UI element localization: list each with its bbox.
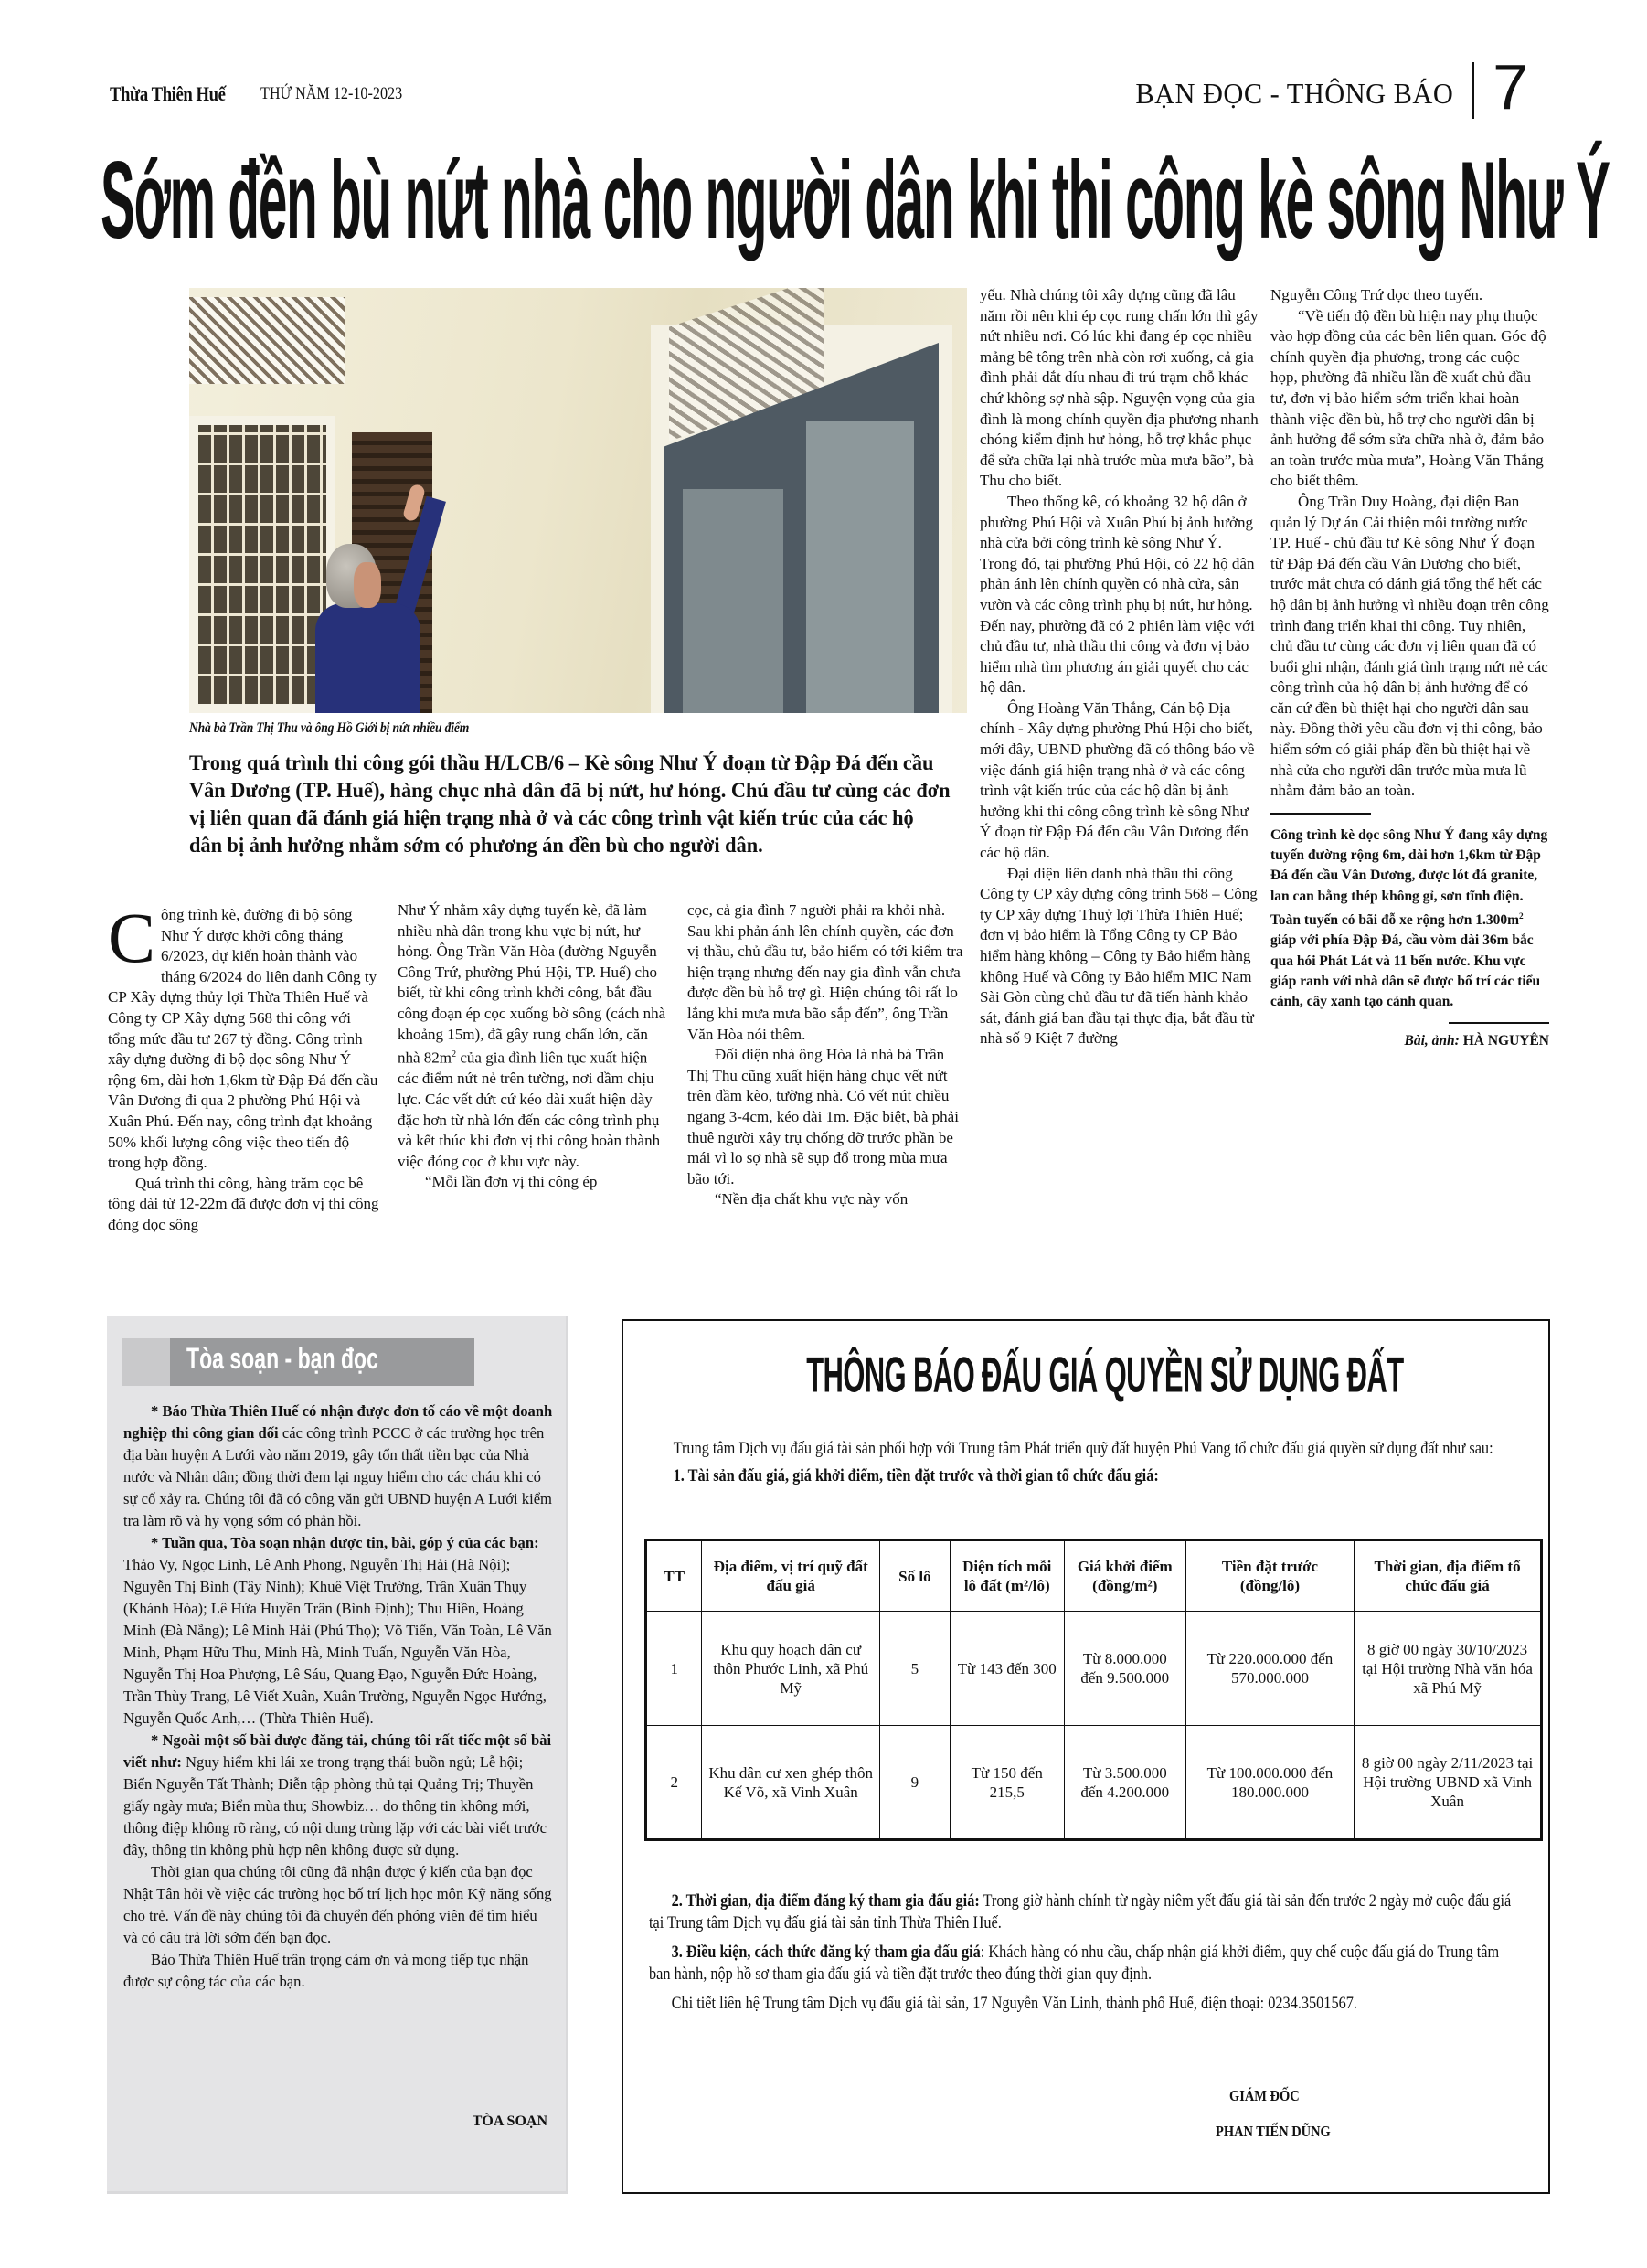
col-header: TT [646, 1540, 702, 1612]
editor-item: * Tuần qua, Tòa soạn nhận được tin, bài, góp ý của các bạn: Thảo Vy, Ngọc Linh, Lê Anh Phong, Nguyễn Thị Hải (Hà Nội); Nguyễn Thị Bình (Tây Ninh); Khuê Việt Trường, Trần Xuân Thụy (Khánh Hòa); Lê Hứa Huyền Trân (Bình Định); Thu Hiền, Hoàng Minh (Đà Nẵng); Lê Minh Hải (Phú Thọ); Võ Tiến, Văn Toàn, Lê Văn Minh, Phạm Hữu Thu, Minh Hà, Minh Tuấn, Nguyễn Văn Hòa, Nguyễn Thị Hoa Phượng, Lê Sáu, Quang Đạo, Nguyễn Đức Hoàng, Trần Thùy Trang, Lê Viết Xuân, Xuân Trường, Nguyễn Ngọc Hướng, Nguyễn Quốc Anh,… (Thừa Thiên Huế). [123, 1534, 552, 1727]
paragraph: Công trình kè, đường đi bộ sông Như Ý được khởi công tháng 6/2023, dự kiến hoàn thành vào tháng 6/2024 do liên danh Công ty CP Xây dựng thủy lợi Thừa Thiên Huế và Công ty CP Xây dựng 568 thi công với tổng mức đầu tư 267 tỷ đồng. Công trình xây dựng đường đi bộ dọc sông Như Ý rộng 6m, dài hơn 1,6km từ Đập Đá đến cầu Vân Dương đi qua 2 phường Phú Hội và Xuân Phú. Đến nay, công trình đạt khoảng 50% khối lượng công việc theo tiến độ trong hợp đồng. [108, 898, 378, 1172]
paragraph: Quá trình thi công, hàng trăm cọc bê tông dài từ 12-22m đã được đơn vị thi công đóng dọc sông [108, 1174, 379, 1233]
cell: Từ 143 đến 300 [950, 1612, 1064, 1726]
paragraph: Ông Trần Duy Hoàng, đại diện Ban quản lý Dự án Cải thiện môi trường nước TP. Huế - chủ đầu tư Kè sông Như Ý đoạn từ Đập Đá đến cầu Vân Dương cho biết, trước mắt chưa có đánh giá tổng thể hết các hộ dân bị ảnh hưởng vì nhiều đoạn trên công trình đang triển khai thi công. Tuy nhiên, chủ đầu tư cùng các đơn vị liên quan đã có buổi ghi nhận, đánh giá tình trạng nứt nẻ các công trình của hộ dân bị ảnh hưởng để có căn cứ đền bù thiệt hại cho người dân sau này. Đồng thời yêu cầu đơn vị thi công, bảo hiểm sớm có giải pháp đền bù thiệt hại về nhà cửa cho người dân trước mùa mưa lũ nhằm đảm bảo an toàn. [1270, 492, 1549, 800]
paragraph: Đối diện nhà ông Hòa là nhà bà Trần Thị Thu cũng xuất hiện hàng chục vết nứt trên dầm kèo, tường nhà. Có vết nút chiều ngang 3-4cm, kéo dài 1m. Đặc biệt, bà phải thuê người xây trụ chống đỡ trước phần be mái vì lo sợ nhà sẽ sụp đổ trong mùa mưa bão tới. [687, 1046, 959, 1187]
article-column-3 [687, 900, 966, 1210]
editor-item: Báo Thừa Thiên Huế trân trọng cảm ơn và mong tiếp tục nhận được sự cộng tác của các bạn. [123, 1951, 529, 1990]
paper-name: Thừa Thiên Huế [110, 82, 226, 105]
editor-item: * Báo Thừa Thiên Huế có nhận được đơn tố cáo về một doanh nghiệp thi công gian dối các công trình PCCC ở các trường học trên địa bàn huyện A Lưới vào năm 2019, gây tổn thất tiền bạc của Nhà nước và Nhân dân; đồng thời đem lại nguy hiểm cho các cháu khi có sự cố xảy ra. Chúng tôi đã có công văn gửi UBND huyện A Lưới kiểm tra làm rõ và hy vọng sớm có phản hồi. [123, 1402, 553, 1529]
cell: Từ 8.000.000 đến 9.500.000 [1064, 1612, 1185, 1726]
notice-section-3: 3. Điều kiện, cách thức đăng ký tham gia đấu giá: Khách hàng có nhu cầu, chấp nhận giá khởi điểm, quy chế cuộc đấu giá do Trung tâm ban hành, nộp hồ sơ tham gia đấu giá và tiền đặt trước theo đúng thời gian quy định. [649, 1943, 1500, 1984]
article-lead: Trong quá trình thi công gói thầu H/LCB/6 – Kè sông Như Ý đoạn từ Đập Đá đến cầu Vân Dương (TP. Huế), hàng chục nhà dân đã bị nứt, hư hỏng. Chủ đầu tư cùng các đơn vị liên quan đã đánh giá hiện trạng nhà ở và các công trình vật kiến trúc của các hộ dân bị ảnh hưởng nhằm sớm có phương án đền bù cho người dân. [189, 751, 951, 857]
paragraph: Theo thống kê, có khoảng 32 hộ dân ở phường Phú Hội và Xuân Phú bị ảnh hưởng nhà cửa bởi công trình kè sông Như Ý. Trong đó, tại phường Phú Hội, có 22 hộ dân phản ánh lên chính quyền có nhà cửa, sân vườn và các công trình phụ bị nứt, hư hỏng. Đến nay, phường đã có 2 phiên làm việc với chủ đầu tư, nhà thầu thi công và đơn vị bảo hiểm nhà tìm phương án giải quyết cho các hộ dân. [980, 492, 1255, 697]
col-header: Tiền đặt trước (đồng/lô) [1185, 1540, 1354, 1612]
page-number: 7 [1493, 51, 1528, 122]
photo-person-face [354, 562, 381, 608]
editor-box-title: Tòa soạn - bạn đọc [186, 1342, 378, 1375]
byline-label: Bài, ảnh: [1404, 1032, 1460, 1049]
auction-table [644, 1539, 1543, 1841]
col-header: Số lô [880, 1540, 951, 1612]
paragraph: Ông Hoàng Văn Thắng, Cán bộ Địa chính - Xây dựng phường Phú Hội cho biết, mới đây, UBND phường đã có thông báo về việc đánh giá hiện trạng nhà ở và các công trình vật kiến trúc của các hộ dân bị ảnh hưởng khi thi công công trình kè sông Như Ý đoạn từ Đập Đá đến cầu Vân Dương đến các hộ dân. [980, 698, 1255, 862]
cell: 5 [880, 1612, 951, 1726]
article-column-4 [980, 285, 1259, 1049]
paragraph: Như Ý nhằm xây dựng tuyến kè, đã làm nhiều nhà dân trong khu vực bị nứt, hư hỏng. Ông Trần Văn Hòa (đường Nguyễn Công Trứ, phường Phú Hội, TP. Huế) cho biết, từ khi công trình khởi công, bắt đầu công đoạn ép cọc xuống bờ sông (cách nhà khoảng 15m), đã gây rung chấn lớn, căn nhà $82m^2$ của gia đình liên tục xuất hiện các điểm nứt nẻ trên tường, nơi dầm chịu lực. Các vết dứt cứ kéo dài xuất hiện dày đặc hơn từ nhà lớn đến các công trình phụ và kết thúc khi đơn vị thi công hoàn thành việc đóng cọc ở khu vực này. [398, 901, 666, 1170]
cell: 8 giờ 00 ngày 2/11/2023 tại Hội trường UBND xã Vinh Xuân [1355, 1726, 1542, 1840]
byline-rule [1449, 1022, 1549, 1024]
editor-item: * Ngoài một số bài được đăng tải, chúng tôi rất tiếc một số bài viết như: Nguy hiểm khi lái xe trong trạng thái buồn ngủ; Lễ hội; Biển Nguyễn Tất Thành; Diễn tập phòng thủ tại Quảng Trị; Thuyền giấy ngày mưa; Biển mùa thu; Showbiz… do thông tin không mới, thông điệp không rõ ràng, có nội dung trùng lặp với các bài viết trước đây, thông tin không phù hợp nên không được sử dụng. [123, 1731, 552, 1858]
sidebar-rule [1270, 813, 1371, 815]
article-column-5 [1270, 285, 1549, 1051]
col-header: Địa điểm, vị trí quỹ đất đấu giá [702, 1540, 880, 1612]
cell: Từ 100.000.000 đến 180.000.000 [1185, 1726, 1354, 1840]
sidebar-note: Công trình kè dọc sông Như Ý đang xây dựng tuyến đường rộng 6m, dài hơn 1,6km từ Đập Đá đến cầu Vân Dương, được lót đá granite, lan can bằng thép không gỉ, sơn tĩnh điện. Toàn tuyến có bãi đỗ xe rộng hơn $1.300m^2$ giáp với phía Đập Đá, cầu vòm dài 36m bắc qua hói Phát Lát và 11 bến nước. Khu vực giáp ranh với nhà dân sẽ được bố trí các tiểu cảnh, cây xanh tạo cảnh quan. [1270, 826, 1548, 1010]
notice-section-2: 2. Thời gian, địa điểm đăng ký tham gia đấu giá: Trong giờ hành chính từ ngày niêm yết đấu giá tài sản đến trước 2 ngày mở cuộc đấu giá tại Trung tâm Dịch vụ đấu giá tài sản tỉnh Thừa Thiên Huế. [649, 1892, 1512, 1933]
paragraph: cọc, cả gia đình 7 người phải ra khỏi nhà. Sau khi phản ánh lên chính quyền, các đơn vị thầu, chủ đầu tư, bảo hiểm có tới kiểm tra hiện trạng nhưng đến nay gia đình vẫn chưa được đền bù hỗ trợ gì. Hiện chúng tôi rất lo lắng khi mưa mưa bão sắp đến”, ông Trần Văn Hòa nói thêm. [687, 901, 963, 1043]
photo-window [189, 416, 335, 713]
editor-box-header [122, 1338, 474, 1386]
editor-box-body [123, 1400, 553, 1993]
notice-contact: Chi tiết liên hệ Trung tâm Dịch vụ đấu giá tài sản, 17 Nguyễn Văn Linh, thành phố Huế, điện thoại: 0234.3501567. [671, 1995, 1357, 2013]
paragraph: “Mỗi lần đơn vị thi công ép [425, 1173, 598, 1191]
cell: Khu quy hoạch dân cư thôn Phước Linh, xã Phú Mỹ [702, 1612, 880, 1726]
editor-reader-box [107, 1316, 568, 2194]
byline-author: HÀ NGUYÊN [1462, 1032, 1549, 1049]
table-row [646, 1726, 1542, 1840]
signer-name: PHAN TIẾN DŨNG [1216, 2123, 1331, 2140]
drop-cap: C [108, 898, 156, 977]
paragraph: yếu. Nhà chúng tôi xây dựng cũng đã lâu năm rồi nên khi ép cọc rung chấn lớn thì gây nứt nhiều nơi. Có lúc khi đang ép cọc nhiều mảng bê tông trên nhà còn rơi xuống, cả gia đình phải dắt díu nhau đi trú trạm chỗ khác chứ không sợ nhà sập. Nguyện vọng của gia đình là mong chính quyền địa phương nhanh chóng kiểm định hư hỏng, hỗ trợ khắc phục để sửa chữa lại nhà trước mùa mưa bão”, bà Thu cho biết. [980, 286, 1259, 490]
notice-details [649, 1890, 1526, 2022]
notice-intro [651, 1438, 1528, 1493]
photo-transom-left [189, 297, 345, 384]
table-header-row [646, 1540, 1542, 1612]
cell: 2 [646, 1726, 702, 1840]
signer-title: GIÁM ĐỐC [1229, 2087, 1300, 2104]
paragraph: “Về tiến độ đền bù hiện nay phụ thuộc vào hợp đồng của các bên liên quan. Góc độ chính quyền địa phương, trong các cuộc họp, phường đã nhiều lần đề xuất chủ đầu tư, đơn vị bảo hiểm sớm triển khai hoàn thành việc đền bù, hỗ trợ cho người dân bị ảnh hưởng để sớm sửa chữa nhà ở, đảm bảo an toàn trước mùa mưa”, Hoàng Văn Thắng cho biết thêm. [1270, 306, 1546, 490]
article-photo [189, 288, 967, 713]
photo-caption: Nhà bà Trần Thị Thu và ông Hồ Giới bị nứt nhiều điểm [189, 720, 470, 736]
section-name: BẠN ĐỌC - THÔNG BÁO [1135, 77, 1453, 110]
cell: Từ 150 đến 215,5 [950, 1726, 1064, 1840]
article-headline [101, 139, 1610, 274]
notice-title: THÔNG BÁO ĐẤU GIÁ QUYỀN SỬ DỤNG ĐẤT [806, 1347, 1404, 1403]
cell: 9 [880, 1726, 951, 1840]
table-row [646, 1612, 1542, 1726]
editor-signature: TÒA SOẠN [472, 2114, 547, 2129]
headline-text: Sớm đền bù nứt nhà cho người dân khi thi công kè sông Như Ý [101, 139, 1610, 262]
masthead [110, 51, 1535, 122]
paragraph: “Nền địa chất khu vực này vốn [715, 1190, 909, 1209]
col-header: Diện tích mỗi lô đất (m²/lô) [950, 1540, 1064, 1612]
article-column-1 [108, 898, 382, 1236]
paragraph: Nguyễn Công Trứ dọc theo tuyến. [1270, 286, 1483, 303]
photo-person-body [315, 603, 420, 713]
issue-date: THỨ NĂM 12-10-2023 [260, 84, 403, 103]
notice-section-1: 1. Tài sản đấu giá, giá khởi điểm, tiền đặt trước và thời gian tổ chức đấu giá: [673, 1467, 1159, 1485]
editor-item: Thời gian qua chúng tôi cũng đã nhận được ý kiến của bạn đọc Nhật Tân hỏi về việc các trường học bố trí lịch học môn Kỹ năng sống cho trẻ. Vấn đề này chúng tôi đã chuyển đến phóng viên để tìm hiểu và có câu trả lời sớm đến bạn đọc. [123, 1863, 552, 1946]
cell: 8 giờ 00 ngày 30/10/2023 tại Hội trường Nhà văn hóa xã Phú Mỹ [1355, 1612, 1542, 1726]
notice-intro-text: Trung tâm Dịch vụ đấu giá tài sản phối hợp với Trung tâm Phát triển quỹ đất huyện Phú Vang tổ chức đấu giá quyền sử dụng đất như sau: [673, 1440, 1493, 1458]
col-header: Giá khởi điểm (đồng/m²) [1064, 1540, 1185, 1612]
byline [1270, 1031, 1549, 1052]
paragraph: Đại diện liên danh nhà thầu thi công Công ty CP xây dựng công trình 568 – Công ty CP xây dựng Thuỷ lợi Thừa Thiên Huế; đơn vị bảo hiểm là Tổng Công ty CP Bảo hiểm hàng không – Công ty Bảo hiểm hàng không Huế và Công ty Bảo hiểm MIC Nam Sài Gòn cùng chủ đầu tư đã tiến hành khảo sát, đánh giá ban đầu tại thực địa, bắt đầu từ nhà số 9 Kiệt 7 đường [980, 864, 1258, 1048]
cell: Từ 3.500.000 đến 4.200.000 [1064, 1726, 1185, 1840]
cell: Khu dân cư xen ghép thôn Kế Võ, xã Vinh Xuân [702, 1726, 880, 1840]
cell: 1 [646, 1612, 702, 1726]
cell: Từ 220.000.000 đến 570.000.000 [1185, 1612, 1354, 1726]
col-header: Thời gian, địa điểm tổ chức đấu giá [1355, 1540, 1542, 1612]
article-column-2 [398, 900, 672, 1193]
section-divider [1472, 62, 1474, 119]
